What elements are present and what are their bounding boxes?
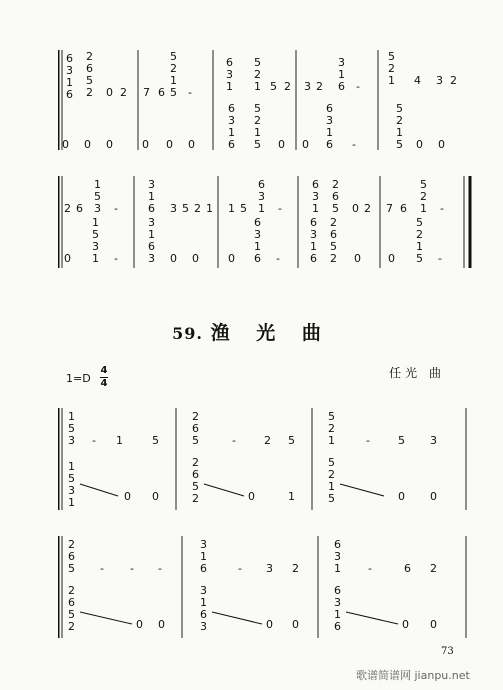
svg-text:3: 3 (334, 550, 341, 563)
svg-text:6: 6 (338, 80, 345, 93)
svg-text:6: 6 (158, 86, 165, 99)
svg-text:6: 6 (312, 178, 319, 191)
svg-text:6: 6 (68, 596, 75, 609)
svg-text:2: 2 (396, 114, 403, 127)
svg-text:0: 0 (388, 252, 395, 265)
svg-text:5: 5 (332, 202, 339, 215)
svg-text:0: 0 (158, 618, 165, 631)
svg-text:-: - (356, 80, 360, 93)
svg-text:2: 2 (264, 434, 271, 447)
time-signature-bottom: 4 (100, 378, 108, 389)
svg-text:2: 2 (430, 562, 437, 575)
svg-text:6: 6 (68, 550, 75, 563)
svg-text:0: 0 (62, 138, 69, 151)
svg-text:2: 2 (364, 202, 371, 215)
time-signature (100, 366, 108, 389)
svg-text:5: 5 (328, 456, 335, 469)
svg-text:5: 5 (396, 102, 403, 115)
svg-text:2: 2 (170, 62, 177, 75)
site-watermark: 歌谱简谱网 jianpu.net (356, 669, 470, 682)
svg-text:0: 0 (166, 138, 173, 151)
svg-text:3: 3 (94, 202, 101, 215)
svg-text:1: 1 (228, 202, 235, 215)
svg-text:6: 6 (192, 422, 199, 435)
svg-text:0: 0 (192, 252, 199, 265)
svg-text:3: 3 (200, 584, 207, 597)
svg-text:2: 2 (292, 562, 299, 575)
svg-text:6: 6 (192, 468, 199, 481)
svg-text:6: 6 (200, 562, 207, 575)
svg-text:-: - (188, 86, 192, 99)
svg-text:1: 1 (228, 126, 235, 139)
svg-text:0: 0 (248, 490, 255, 503)
svg-text:2: 2 (388, 62, 395, 75)
svg-text:0: 0 (430, 490, 437, 503)
svg-text:-: - (440, 202, 444, 215)
svg-text:6: 6 (226, 56, 233, 69)
svg-text:2: 2 (284, 80, 291, 93)
svg-text:1: 1 (200, 596, 207, 609)
svg-text:3: 3 (436, 74, 443, 87)
svg-text:3: 3 (200, 538, 207, 551)
svg-text:1: 1 (116, 434, 123, 447)
time-signature-top: 4 (100, 365, 108, 376)
svg-text:0: 0 (266, 618, 273, 631)
svg-text:3: 3 (170, 202, 177, 215)
svg-text:5: 5 (68, 472, 75, 485)
svg-text:0: 0 (188, 138, 195, 151)
svg-text:6: 6 (254, 252, 261, 265)
svg-text:2: 2 (192, 456, 199, 469)
svg-text:0: 0 (106, 138, 113, 151)
svg-text:1: 1 (68, 496, 75, 509)
svg-text:1: 1 (258, 202, 265, 215)
svg-text:2: 2 (64, 202, 71, 215)
svg-text:1: 1 (94, 178, 101, 191)
song-name: 渔 光 曲 (210, 322, 331, 344)
svg-text:1: 1 (170, 74, 177, 87)
music-system-2 (58, 172, 478, 272)
svg-text:5: 5 (328, 410, 335, 423)
svg-text:5: 5 (416, 252, 423, 265)
svg-text:3: 3 (228, 114, 235, 127)
svg-text:0: 0 (152, 490, 159, 503)
svg-text:1: 1 (226, 80, 233, 93)
svg-text:3: 3 (254, 228, 261, 241)
svg-text:5: 5 (192, 434, 199, 447)
svg-text:6: 6 (310, 216, 317, 229)
svg-text:2: 2 (192, 492, 199, 505)
svg-text:3: 3 (310, 228, 317, 241)
svg-text:2: 2 (254, 114, 261, 127)
svg-text:2: 2 (86, 50, 93, 63)
svg-text:7: 7 (143, 86, 150, 99)
system-2-staff (58, 172, 478, 272)
svg-text:3: 3 (68, 434, 75, 447)
system-1-staff (58, 44, 478, 156)
svg-text:3: 3 (148, 216, 155, 229)
svg-text:3: 3 (200, 620, 207, 633)
svg-text:-: - (438, 252, 442, 265)
svg-text:-: - (276, 252, 280, 265)
svg-text:6: 6 (86, 62, 93, 75)
svg-text:6: 6 (332, 190, 339, 203)
svg-text:6: 6 (148, 240, 155, 253)
svg-text:2: 2 (328, 422, 335, 435)
svg-text:1: 1 (200, 550, 207, 563)
svg-text:5: 5 (86, 74, 93, 87)
svg-text:5: 5 (170, 86, 177, 99)
svg-text:6: 6 (228, 102, 235, 115)
song-number: 59. (172, 324, 203, 343)
svg-text:0: 0 (302, 138, 309, 151)
svg-text:2: 2 (450, 74, 457, 87)
svg-text:6: 6 (258, 178, 265, 191)
svg-text:2: 2 (316, 80, 323, 93)
svg-text:6: 6 (334, 584, 341, 597)
svg-text:5: 5 (68, 422, 75, 435)
svg-text:0: 0 (142, 138, 149, 151)
svg-text:5: 5 (192, 480, 199, 493)
svg-text:5: 5 (182, 202, 189, 215)
svg-text:5: 5 (330, 240, 337, 253)
svg-text:-: - (130, 562, 134, 575)
system-4-staff (58, 532, 478, 642)
svg-text:6: 6 (330, 228, 337, 241)
svg-text:6: 6 (76, 202, 83, 215)
svg-text:5: 5 (152, 434, 159, 447)
svg-text:3: 3 (326, 114, 333, 127)
svg-text:1: 1 (420, 202, 427, 215)
svg-text:5: 5 (254, 138, 261, 151)
svg-text:-: - (114, 202, 118, 215)
svg-text:0: 0 (84, 138, 91, 151)
svg-text:3: 3 (266, 562, 273, 575)
music-system-4 (58, 532, 478, 642)
svg-text:-: - (100, 562, 104, 575)
svg-text:1: 1 (206, 202, 213, 215)
svg-text:-: - (278, 202, 282, 215)
svg-text:2: 2 (194, 202, 201, 215)
svg-text:7: 7 (386, 202, 393, 215)
key-signature: 1=D (66, 372, 91, 385)
svg-text:6: 6 (334, 620, 341, 633)
svg-text:3: 3 (258, 190, 265, 203)
svg-text:6: 6 (310, 252, 317, 265)
svg-text:0: 0 (106, 86, 113, 99)
svg-text:0: 0 (64, 252, 71, 265)
svg-text:3: 3 (148, 178, 155, 191)
svg-text:1: 1 (334, 562, 341, 575)
svg-text:2: 2 (330, 252, 337, 265)
svg-text:5: 5 (240, 202, 247, 215)
svg-text:0: 0 (170, 252, 177, 265)
svg-text:6: 6 (326, 138, 333, 151)
svg-text:5: 5 (254, 56, 261, 69)
svg-text:0: 0 (278, 138, 285, 151)
svg-text:1: 1 (388, 74, 395, 87)
svg-text:6: 6 (400, 202, 407, 215)
svg-text:1: 1 (326, 126, 333, 139)
svg-text:5: 5 (270, 80, 277, 93)
svg-text:3: 3 (68, 484, 75, 497)
svg-text:0: 0 (228, 252, 235, 265)
svg-text:0: 0 (430, 618, 437, 631)
svg-text:1: 1 (328, 434, 335, 447)
svg-text:5: 5 (416, 216, 423, 229)
svg-text:2: 2 (254, 68, 261, 81)
svg-text:1: 1 (92, 216, 99, 229)
svg-text:1: 1 (334, 608, 341, 621)
svg-text:2: 2 (68, 538, 75, 551)
svg-text:3: 3 (334, 596, 341, 609)
svg-text:6: 6 (66, 88, 73, 101)
svg-text:6: 6 (334, 538, 341, 551)
svg-text:-: - (92, 434, 96, 447)
svg-text:3: 3 (430, 434, 437, 447)
svg-text:0: 0 (398, 490, 405, 503)
svg-text:6: 6 (254, 216, 261, 229)
svg-text:5: 5 (420, 178, 427, 191)
svg-text:-: - (232, 434, 236, 447)
svg-text:6: 6 (200, 608, 207, 621)
svg-text:-: - (366, 434, 370, 447)
svg-text:1: 1 (416, 240, 423, 253)
song-title (0, 318, 503, 345)
svg-text:5: 5 (92, 228, 99, 241)
svg-text:2: 2 (192, 410, 199, 423)
svg-text:3: 3 (226, 68, 233, 81)
svg-text:0: 0 (352, 202, 359, 215)
svg-text:1: 1 (254, 240, 261, 253)
svg-text:1: 1 (338, 68, 345, 81)
svg-text:1: 1 (66, 76, 73, 89)
composer-credit: 任光 曲 (389, 366, 445, 380)
svg-text:1: 1 (288, 490, 295, 503)
svg-text:2: 2 (86, 86, 93, 99)
svg-text:3: 3 (338, 56, 345, 69)
svg-text:5: 5 (68, 608, 75, 621)
svg-text:0: 0 (124, 490, 131, 503)
svg-text:6: 6 (148, 202, 155, 215)
svg-text:4: 4 (414, 74, 421, 87)
svg-text:1: 1 (68, 460, 75, 473)
svg-text:1: 1 (148, 190, 155, 203)
svg-text:2: 2 (332, 178, 339, 191)
svg-text:-: - (238, 562, 242, 575)
svg-text:1: 1 (328, 480, 335, 493)
system-3-staff (58, 404, 478, 514)
svg-text:1: 1 (312, 202, 319, 215)
svg-text:5: 5 (94, 190, 101, 203)
svg-text:5: 5 (396, 138, 403, 151)
svg-text:2: 2 (68, 584, 75, 597)
svg-text:3: 3 (312, 190, 319, 203)
svg-text:-: - (368, 562, 372, 575)
svg-text:2: 2 (68, 620, 75, 633)
svg-text:5: 5 (328, 492, 335, 505)
svg-text:5: 5 (170, 50, 177, 63)
page-number: 73 (441, 646, 454, 657)
svg-text:0: 0 (402, 618, 409, 631)
svg-text:5: 5 (254, 102, 261, 115)
svg-text:2: 2 (416, 228, 423, 241)
svg-text:0: 0 (438, 138, 445, 151)
svg-text:3: 3 (66, 64, 73, 77)
svg-text:2: 2 (120, 86, 127, 99)
svg-text:1: 1 (68, 410, 75, 423)
svg-text:1: 1 (254, 80, 261, 93)
svg-text:2: 2 (420, 190, 427, 203)
svg-text:5: 5 (288, 434, 295, 447)
svg-text:-: - (114, 252, 118, 265)
svg-text:6: 6 (404, 562, 411, 575)
svg-text:0: 0 (136, 618, 143, 631)
svg-text:6: 6 (326, 102, 333, 115)
svg-text:0: 0 (354, 252, 361, 265)
svg-text:2: 2 (330, 216, 337, 229)
svg-text:5: 5 (388, 50, 395, 63)
svg-text:0: 0 (292, 618, 299, 631)
svg-text:5: 5 (68, 562, 75, 575)
svg-text:6: 6 (66, 52, 73, 65)
svg-text:1: 1 (254, 126, 261, 139)
svg-text:1: 1 (396, 126, 403, 139)
svg-text:3: 3 (148, 252, 155, 265)
svg-text:1: 1 (310, 240, 317, 253)
svg-text:0: 0 (416, 138, 423, 151)
svg-text:2: 2 (328, 468, 335, 481)
svg-text:6: 6 (228, 138, 235, 151)
svg-text:5: 5 (398, 434, 405, 447)
svg-text:1: 1 (92, 252, 99, 265)
music-system-1 (58, 44, 478, 156)
svg-text:3: 3 (304, 80, 311, 93)
svg-text:3: 3 (92, 240, 99, 253)
svg-text:-: - (352, 138, 356, 151)
svg-text:1: 1 (148, 228, 155, 241)
svg-text:-: - (158, 562, 162, 575)
music-system-3 (58, 404, 478, 514)
